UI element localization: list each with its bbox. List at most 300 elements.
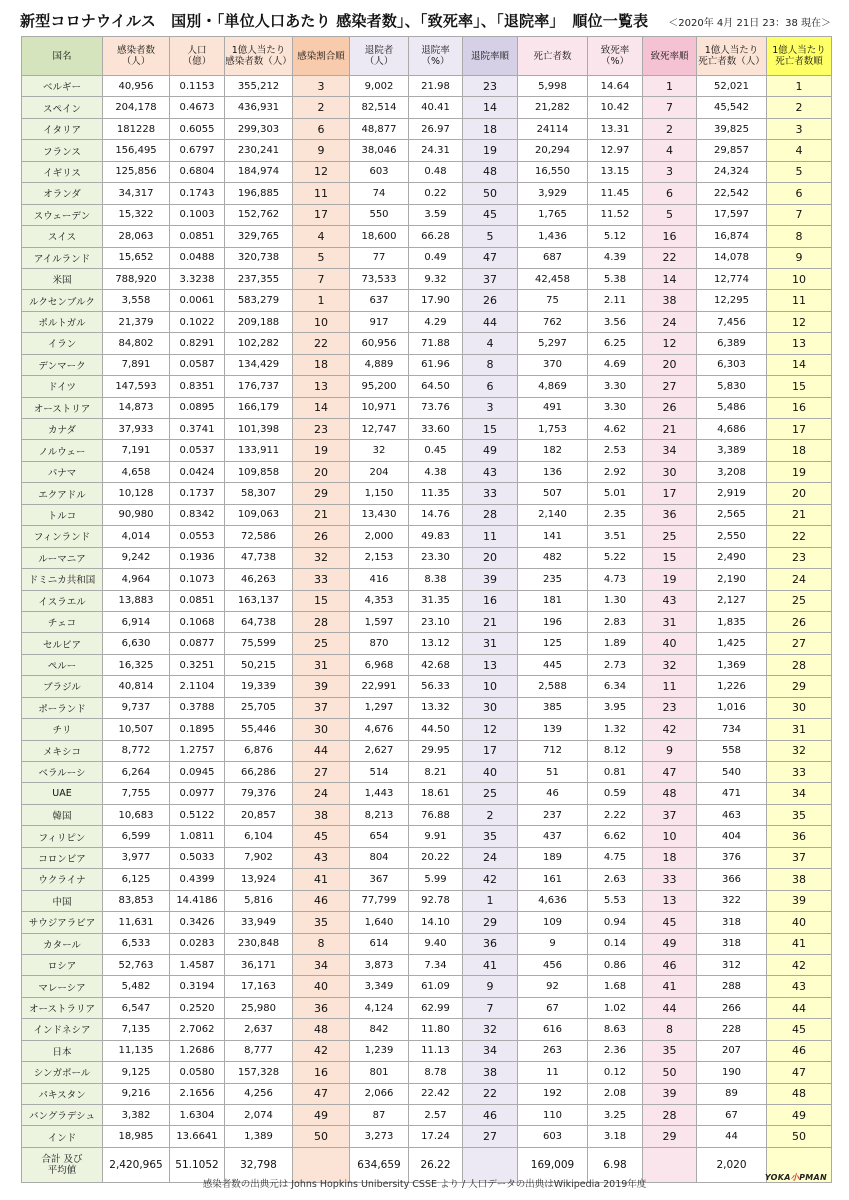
cell-deaths: 456 — [518, 954, 588, 975]
cell-recovered: 77 — [350, 247, 409, 268]
cell-infected-per: 5,816 — [225, 890, 293, 911]
cell-recovered: 73,533 — [350, 268, 409, 289]
cell-population: 0.8342 — [170, 504, 225, 525]
table-row — [22, 912, 832, 933]
cell-fatality-rank: 16 — [643, 226, 697, 247]
cell-deaths-per-rank: 10 — [767, 268, 832, 289]
table-row — [22, 547, 832, 568]
cell-infected: 4,014 — [103, 526, 170, 547]
cell-country: スウェーデン — [22, 204, 103, 225]
cell-recovery-rank: 42 — [463, 869, 518, 890]
table-row — [22, 933, 832, 954]
cell-deaths: 182 — [518, 440, 588, 461]
cell-recovery-rate: 14.76 — [409, 504, 463, 525]
cell-fatality-rate: 1.32 — [588, 719, 643, 740]
table-row — [22, 290, 832, 311]
cell-infected-rank: 8 — [293, 933, 350, 954]
total-deaths: 169,009 — [518, 1147, 588, 1182]
cell-recovered: 6,968 — [350, 654, 409, 675]
cell-recovery-rank: 39 — [463, 569, 518, 590]
cell-deaths: 712 — [518, 740, 588, 761]
cell-population: 0.2520 — [170, 997, 225, 1018]
cell-deaths-per-rank: 16 — [767, 397, 832, 418]
cell-fatality-rank: 49 — [643, 933, 697, 954]
cell-infected: 8,772 — [103, 740, 170, 761]
cell-infected: 28,063 — [103, 226, 170, 247]
cell-fatality-rank: 21 — [643, 419, 697, 440]
cell-recovery-rank: 34 — [463, 1040, 518, 1061]
cell-recovery-rank: 26 — [463, 290, 518, 311]
cell-infected-per: 6,104 — [225, 826, 293, 847]
cell-fatality-rank: 14 — [643, 268, 697, 289]
cell-country: オランダ — [22, 183, 103, 204]
cell-infected: 3,558 — [103, 290, 170, 311]
cell-infected: 3,977 — [103, 847, 170, 868]
cell-population: 0.0580 — [170, 1062, 225, 1083]
cell-fatality-rate: 0.12 — [588, 1062, 643, 1083]
table-row — [22, 890, 832, 911]
cell-deaths: 2,588 — [518, 676, 588, 697]
table-row — [22, 569, 832, 590]
cell-infected-rank: 6 — [293, 118, 350, 139]
cell-infected: 6,599 — [103, 826, 170, 847]
cell-recovery-rate: 24.31 — [409, 140, 463, 161]
timestamp: ＜2020年 4月 21日 23：38 現在＞ — [668, 18, 831, 29]
cell-infected-rank: 1 — [293, 290, 350, 311]
cell-deaths-per-rank: 1 — [767, 76, 832, 97]
cell-deaths-per: 4,686 — [697, 419, 767, 440]
cell-population: 0.3426 — [170, 912, 225, 933]
cell-fatality-rate: 3.51 — [588, 526, 643, 547]
cell-recovery-rate: 3.59 — [409, 204, 463, 225]
cell-recovery-rate: 11.13 — [409, 1040, 463, 1061]
cell-deaths-per-rank: 46 — [767, 1040, 832, 1061]
cell-infected-rank: 32 — [293, 547, 350, 568]
cell-recovery-rank: 5 — [463, 226, 518, 247]
cell-recovery-rate: 66.28 — [409, 226, 463, 247]
cell-deaths-per: 1,369 — [697, 654, 767, 675]
cell-infected-per: 72,586 — [225, 526, 293, 547]
table-row — [22, 440, 832, 461]
cell-recovery-rank: 13 — [463, 654, 518, 675]
cell-recovered: 842 — [350, 1019, 409, 1040]
cell-infected-rank: 15 — [293, 590, 350, 611]
cell-deaths: 189 — [518, 847, 588, 868]
cell-population: 2.1656 — [170, 1083, 225, 1104]
cell-infected-rank: 26 — [293, 526, 350, 547]
cell-deaths-per-rank: 39 — [767, 890, 832, 911]
cell-recovery-rank: 9 — [463, 976, 518, 997]
cell-deaths-per-rank: 9 — [767, 247, 832, 268]
cell-fatality-rank: 41 — [643, 976, 697, 997]
table-row — [22, 611, 832, 632]
cell-infected-rank: 42 — [293, 1040, 350, 1061]
cell-recovered: 4,889 — [350, 354, 409, 375]
cell-infected: 18,985 — [103, 1126, 170, 1147]
cell-recovered: 87 — [350, 1105, 409, 1126]
cell-recovery-rate: 92.78 — [409, 890, 463, 911]
cell-deaths: 4,636 — [518, 890, 588, 911]
cell-recovery-rate: 11.35 — [409, 483, 463, 504]
cell-country: インド — [22, 1126, 103, 1147]
cell-country: ノルウェー — [22, 440, 103, 461]
cell-country: ポーランド — [22, 697, 103, 718]
cell-deaths-per: 312 — [697, 954, 767, 975]
cell-fatality-rank: 24 — [643, 311, 697, 332]
cell-fatality-rank: 33 — [643, 869, 697, 890]
cell-infected: 15,322 — [103, 204, 170, 225]
table-row — [22, 97, 832, 118]
cell-deaths-per: 318 — [697, 912, 767, 933]
cell-country: 日本 — [22, 1040, 103, 1061]
cell-recovery-rate: 11.80 — [409, 1019, 463, 1040]
cell-infected: 7,891 — [103, 354, 170, 375]
cell-fatality-rank: 34 — [643, 440, 697, 461]
cell-recovered: 1,597 — [350, 611, 409, 632]
cell-deaths-per: 5,830 — [697, 376, 767, 397]
cell-deaths: 110 — [518, 1105, 588, 1126]
cell-deaths-per-rank: 31 — [767, 719, 832, 740]
cell-deaths-per: 1,425 — [697, 633, 767, 654]
cell-population: 0.4673 — [170, 97, 225, 118]
cell-population: 2.7062 — [170, 1019, 225, 1040]
cell-deaths: 51 — [518, 762, 588, 783]
ranking-table — [21, 36, 832, 1183]
cell-infected-rank: 7 — [293, 268, 350, 289]
cell-fatality-rank: 38 — [643, 290, 697, 311]
cell-deaths-per: 228 — [697, 1019, 767, 1040]
table-row — [22, 740, 832, 761]
cell-country: 米国 — [22, 268, 103, 289]
table-row — [22, 826, 832, 847]
cell-fatality-rate: 2.11 — [588, 290, 643, 311]
cell-recovery-rank: 20 — [463, 547, 518, 568]
cell-country: フィンランド — [22, 526, 103, 547]
cell-infected-per: 50,215 — [225, 654, 293, 675]
cell-population: 0.0851 — [170, 590, 225, 611]
cell-recovery-rate: 29.95 — [409, 740, 463, 761]
table-row — [22, 847, 832, 868]
cell-fatality-rate: 3.30 — [588, 376, 643, 397]
cell-recovery-rank: 50 — [463, 183, 518, 204]
cell-population: 0.4399 — [170, 869, 225, 890]
table-row — [22, 1040, 832, 1061]
table-row — [22, 461, 832, 482]
cell-deaths: 75 — [518, 290, 588, 311]
cell-fatality-rate: 1.02 — [588, 997, 643, 1018]
cell-infected-per: 196,885 — [225, 183, 293, 204]
cell-fatality-rank: 12 — [643, 333, 697, 354]
cell-country: スペイン — [22, 97, 103, 118]
cell-recovered: 74 — [350, 183, 409, 204]
cell-country: マレーシア — [22, 976, 103, 997]
total-recovered: 634,659 — [350, 1147, 409, 1182]
cell-deaths: 109 — [518, 912, 588, 933]
cell-infected-rank: 45 — [293, 826, 350, 847]
table-row — [22, 140, 832, 161]
cell-population: 0.3788 — [170, 697, 225, 718]
cell-infected: 7,135 — [103, 1019, 170, 1040]
cell-recovery-rate: 7.34 — [409, 954, 463, 975]
cell-deaths: 603 — [518, 1126, 588, 1147]
cell-country: エクアドル — [22, 483, 103, 504]
cell-recovered: 801 — [350, 1062, 409, 1083]
cell-recovery-rate: 73.76 — [409, 397, 463, 418]
cell-deaths: 46 — [518, 783, 588, 804]
cell-infected-per: 320,738 — [225, 247, 293, 268]
cell-infected-per: 36,171 — [225, 954, 293, 975]
cell-deaths-per: 322 — [697, 890, 767, 911]
cell-infected: 7,755 — [103, 783, 170, 804]
cell-deaths-per-rank: 7 — [767, 204, 832, 225]
cell-fatality-rate: 10.42 — [588, 97, 643, 118]
cell-deaths-per: 24,324 — [697, 161, 767, 182]
cell-recovery-rate: 8.38 — [409, 569, 463, 590]
cell-infected-rank: 39 — [293, 676, 350, 697]
cell-population: 0.1022 — [170, 311, 225, 332]
cell-deaths: 616 — [518, 1019, 588, 1040]
cell-recovered: 514 — [350, 762, 409, 783]
cell-deaths-per-rank: 25 — [767, 590, 832, 611]
cell-infected: 147,593 — [103, 376, 170, 397]
cell-deaths-per: 318 — [697, 933, 767, 954]
cell-recovered: 18,600 — [350, 226, 409, 247]
cell-recovery-rate: 23.30 — [409, 547, 463, 568]
cell-infected-per: 20,857 — [225, 804, 293, 825]
cell-fatality-rate: 4.75 — [588, 847, 643, 868]
cell-infected-per: 583,279 — [225, 290, 293, 311]
cell-deaths-per-rank: 12 — [767, 311, 832, 332]
cell-infected-rank: 18 — [293, 354, 350, 375]
cell-recovery-rank: 41 — [463, 954, 518, 975]
header-deaths-per: 1億人当たり 死亡者数（人） — [697, 37, 767, 76]
cell-country: フランス — [22, 140, 103, 161]
cell-deaths: 21,282 — [518, 97, 588, 118]
cell-deaths-per: 2,127 — [697, 590, 767, 611]
cell-fatality-rank: 28 — [643, 1105, 697, 1126]
cell-deaths-per: 52,021 — [697, 76, 767, 97]
cell-infected-per: 184,974 — [225, 161, 293, 182]
cell-recovery-rank: 44 — [463, 311, 518, 332]
cell-fatality-rank: 5 — [643, 204, 697, 225]
cell-infected-per: 79,376 — [225, 783, 293, 804]
cell-deaths-per: 266 — [697, 997, 767, 1018]
cell-fatality-rank: 47 — [643, 762, 697, 783]
table-row — [22, 783, 832, 804]
header-country: 国名 — [22, 37, 103, 76]
cell-deaths-per-rank: 11 — [767, 290, 832, 311]
cell-recovery-rate: 64.50 — [409, 376, 463, 397]
cell-deaths: 5,998 — [518, 76, 588, 97]
cell-recovered: 4,676 — [350, 719, 409, 740]
cell-deaths: 687 — [518, 247, 588, 268]
cell-population: 0.0877 — [170, 633, 225, 654]
cell-recovery-rate: 18.61 — [409, 783, 463, 804]
cell-fatality-rank: 17 — [643, 483, 697, 504]
table-row — [22, 954, 832, 975]
cell-fatality-rank: 1 — [643, 76, 697, 97]
cell-infected: 6,914 — [103, 611, 170, 632]
table-row — [22, 1083, 832, 1104]
cell-fatality-rank: 42 — [643, 719, 697, 740]
cell-deaths-per-rank: 47 — [767, 1062, 832, 1083]
table-row — [22, 590, 832, 611]
cell-infected-rank: 22 — [293, 333, 350, 354]
cell-recovery-rate: 17.24 — [409, 1126, 463, 1147]
cell-infected-per: 230,241 — [225, 140, 293, 161]
cell-fatality-rank: 43 — [643, 590, 697, 611]
cell-country: フィリピン — [22, 826, 103, 847]
cell-population: 1.2686 — [170, 1040, 225, 1061]
cell-deaths-per: 67 — [697, 1105, 767, 1126]
cell-recovered: 1,443 — [350, 783, 409, 804]
cell-population: 0.0587 — [170, 354, 225, 375]
cell-deaths-per: 12,774 — [697, 268, 767, 289]
cell-fatality-rate: 8.63 — [588, 1019, 643, 1040]
cell-recovery-rate: 5.99 — [409, 869, 463, 890]
cell-population: 0.0424 — [170, 461, 225, 482]
cell-country: パキスタン — [22, 1083, 103, 1104]
cell-infected: 788,920 — [103, 268, 170, 289]
cell-deaths-per: 3,208 — [697, 461, 767, 482]
cell-infected: 83,853 — [103, 890, 170, 911]
total-recovery-rate: 26.22 — [409, 1147, 463, 1182]
cell-fatality-rate: 2.63 — [588, 869, 643, 890]
cell-infected: 125,856 — [103, 161, 170, 182]
cell-deaths-per-rank: 48 — [767, 1083, 832, 1104]
cell-infected-rank: 5 — [293, 247, 350, 268]
cell-infected-per: 55,446 — [225, 719, 293, 740]
cell-country: サウジアラビア — [22, 912, 103, 933]
cell-fatality-rate: 0.59 — [588, 783, 643, 804]
cell-recovered: 3,349 — [350, 976, 409, 997]
cell-deaths-per-rank: 43 — [767, 976, 832, 997]
cell-recovered: 550 — [350, 204, 409, 225]
cell-infected-per: 75,599 — [225, 633, 293, 654]
cell-deaths-per-rank: 19 — [767, 461, 832, 482]
total-infected-per: 32,798 — [225, 1147, 293, 1182]
cell-infected-rank: 41 — [293, 869, 350, 890]
table-row — [22, 118, 832, 139]
cell-population: 13.6641 — [170, 1126, 225, 1147]
cell-infected: 156,495 — [103, 140, 170, 161]
cell-infected-rank: 35 — [293, 912, 350, 933]
cell-deaths-per: 89 — [697, 1083, 767, 1104]
cell-recovered: 77,799 — [350, 890, 409, 911]
cell-recovery-rank: 7 — [463, 997, 518, 1018]
cell-country: カナダ — [22, 419, 103, 440]
cell-fatality-rank: 2 — [643, 118, 697, 139]
cell-infected-per: 1,389 — [225, 1126, 293, 1147]
cell-fatality-rate: 3.95 — [588, 697, 643, 718]
cell-country: パナマ — [22, 461, 103, 482]
cell-infected-rank: 43 — [293, 847, 350, 868]
cell-recovered: 2,066 — [350, 1083, 409, 1104]
cell-recovery-rank: 23 — [463, 76, 518, 97]
cell-infected: 11,631 — [103, 912, 170, 933]
cell-deaths-per: 22,542 — [697, 183, 767, 204]
cell-fatality-rank: 50 — [643, 1062, 697, 1083]
cell-deaths: 181 — [518, 590, 588, 611]
cell-fatality-rate: 11.45 — [588, 183, 643, 204]
cell-population: 0.0488 — [170, 247, 225, 268]
cell-infected-per: 25,980 — [225, 997, 293, 1018]
cell-infected-rank: 10 — [293, 311, 350, 332]
cell-country: スイス — [22, 226, 103, 247]
cell-infected-per: 64,738 — [225, 611, 293, 632]
cell-infected-per: 46,263 — [225, 569, 293, 590]
cell-population: 0.0895 — [170, 397, 225, 418]
cell-infected-rank: 9 — [293, 140, 350, 161]
cell-deaths-per-rank: 27 — [767, 633, 832, 654]
table-row — [22, 504, 832, 525]
cell-fatality-rank: 36 — [643, 504, 697, 525]
cell-deaths: 482 — [518, 547, 588, 568]
cell-country: シンガポール — [22, 1062, 103, 1083]
page-title: 新型コロナウイルス 国別・「単位人口あたり 感染者数」、「致死率」、「退院率」 順位一覧表 — [20, 12, 649, 30]
cell-fatality-rate: 3.56 — [588, 311, 643, 332]
cell-infected: 90,980 — [103, 504, 170, 525]
cell-infected-per: 8,777 — [225, 1040, 293, 1061]
cell-infected: 10,128 — [103, 483, 170, 504]
cell-population: 0.8291 — [170, 333, 225, 354]
cell-deaths: 5,297 — [518, 333, 588, 354]
cell-deaths: 437 — [518, 826, 588, 847]
cell-fatality-rate: 5.12 — [588, 226, 643, 247]
cell-recovered: 12,747 — [350, 419, 409, 440]
cell-country: インドネシア — [22, 1019, 103, 1040]
cell-country: ドミニカ共和国 — [22, 569, 103, 590]
cell-recovered: 48,877 — [350, 118, 409, 139]
cell-infected-rank: 21 — [293, 504, 350, 525]
cell-fatality-rate: 0.94 — [588, 912, 643, 933]
cell-infected-rank: 19 — [293, 440, 350, 461]
cell-infected: 4,658 — [103, 461, 170, 482]
cell-fatality-rank: 3 — [643, 161, 697, 182]
cell-recovered: 1,150 — [350, 483, 409, 504]
cell-infected-per: 176,737 — [225, 376, 293, 397]
cell-deaths-per-rank: 23 — [767, 547, 832, 568]
cell-country: イスラエル — [22, 590, 103, 611]
cell-deaths-per: 2,490 — [697, 547, 767, 568]
table-row — [22, 483, 832, 504]
total-population: 51.1052 — [170, 1147, 225, 1182]
cell-deaths-per: 44 — [697, 1126, 767, 1147]
cell-deaths-per-rank: 41 — [767, 933, 832, 954]
table-row — [22, 719, 832, 740]
cell-infected: 7,191 — [103, 440, 170, 461]
cell-deaths: 42,458 — [518, 268, 588, 289]
cell-infected-rank: 47 — [293, 1083, 350, 1104]
cell-infected-per: 47,738 — [225, 547, 293, 568]
cell-deaths-per: 558 — [697, 740, 767, 761]
table-row — [22, 204, 832, 225]
cell-fatality-rank: 27 — [643, 376, 697, 397]
cell-deaths-per-rank: 40 — [767, 912, 832, 933]
cell-recovery-rank: 18 — [463, 118, 518, 139]
header-population: 人口 （億） — [170, 37, 225, 76]
table-row — [22, 976, 832, 997]
cell-fatality-rate: 2.92 — [588, 461, 643, 482]
cell-fatality-rank: 20 — [643, 354, 697, 375]
cell-infected-rank: 30 — [293, 719, 350, 740]
cell-fatality-rate: 3.30 — [588, 397, 643, 418]
cell-recovery-rate: 9.32 — [409, 268, 463, 289]
cell-recovery-rank: 16 — [463, 590, 518, 611]
cell-country: ベルギー — [22, 76, 103, 97]
cell-fatality-rank: 6 — [643, 183, 697, 204]
cell-recovery-rank: 10 — [463, 676, 518, 697]
